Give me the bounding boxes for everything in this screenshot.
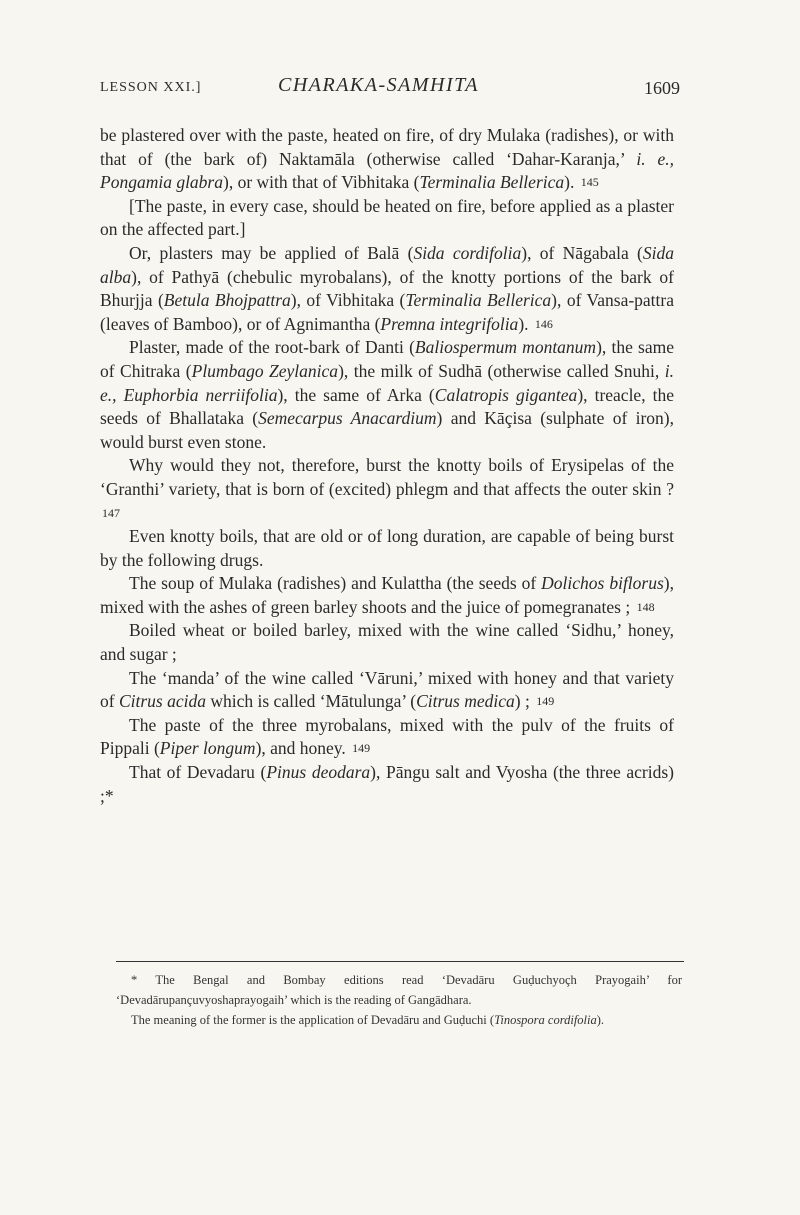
text-run: Why would they not, therefore, burst the knotty boils of Erysipelas of the ‘Granthi’ variety, that is born of (excited) phlegm and that affects the outer skin ? xyxy=(100,455,674,499)
italic-term: Terminalia Bellerica xyxy=(419,172,565,193)
text-run: Even knotty boils, that are old or of long duration, are capable of being burst by the following drugs. xyxy=(100,526,674,570)
italic-term: Piper longum xyxy=(159,738,256,759)
italic-term: Sida alba xyxy=(100,242,674,287)
italic-term: i. e., Pongamia glabra xyxy=(100,148,674,193)
italic-term: Premna integrifolia xyxy=(380,313,519,334)
footnote-divider xyxy=(116,961,684,962)
text-run: ) ; xyxy=(514,691,530,712)
text-run: ), the same of Arka ( xyxy=(277,384,435,405)
paragraph xyxy=(100,242,674,336)
main-text xyxy=(100,124,674,808)
text-run: ) and Kāçisa (sulphate of iron), would burst even stone. xyxy=(100,408,674,452)
verse-number: 145 xyxy=(580,175,599,190)
footnote xyxy=(116,970,682,1030)
text-run: The soup of Mulaka (radishes) and Kulattha (the seeds of xyxy=(129,573,542,594)
italic-term: Baliospermum montanum xyxy=(414,337,597,358)
italic-term: Tinospora cordifolia xyxy=(494,1013,597,1027)
italic-term: Terminalia Bellerica xyxy=(405,290,552,311)
paragraph xyxy=(100,525,674,572)
italic-term: Dolichos biflorus xyxy=(541,573,664,594)
verse-number: 147 xyxy=(102,505,120,520)
text-run: ). xyxy=(518,313,529,334)
italic-term: Citrus medica xyxy=(416,691,515,712)
paragraph xyxy=(100,714,674,761)
italic-term: Betula Bhojpattra xyxy=(163,290,291,311)
text-run: The meaning of the former is the application of Devadāru and Guḍuchi ( xyxy=(131,1013,495,1027)
paragraph xyxy=(100,761,674,808)
text-run: ), the same of Chitraka ( xyxy=(100,337,675,381)
italic-term: Calatropis gigantea xyxy=(434,384,578,405)
verse-number: 149 xyxy=(536,694,555,709)
text-run: ), or with that of Vibhitaka ( xyxy=(223,172,420,193)
text-run: which is called ‘Mātulunga’ ( xyxy=(205,691,417,712)
text-run: ). xyxy=(564,172,575,193)
text-run: Or, plasters may be applied of Balā ( xyxy=(129,242,414,263)
paragraph xyxy=(100,454,674,525)
text-run: * The Bengal and Bombay editions read ‘Devadāru Guḍuchyoçh Prayogaih’ for ‘Devadārupançuvyoshaprayogaih’ which is the reading of Gangādhara. xyxy=(116,973,682,1007)
footnote-paragraph xyxy=(116,1010,682,1030)
page-number: 1609 xyxy=(644,78,680,98)
italic-term: Plumbago Zeylanica xyxy=(191,360,339,381)
italic-term: Sida cordifolia xyxy=(413,242,522,263)
text-run: Plaster, made of the root-bark of Danti ( xyxy=(129,337,415,358)
italic-term: Citrus acida xyxy=(118,691,206,712)
text-run: be plastered over with the paste, heated on fire, of dry Mulaka (radishes), or with that of (the bark of) Naktamāla (otherwise called ‘Dahar-Karanja,’ xyxy=(100,125,674,169)
footnote-paragraph xyxy=(116,970,682,1010)
text-run: That of Devadaru ( xyxy=(129,762,267,783)
text-run: ), of Vansa-pattra (leaves of Bamboo), or of Agnimantha ( xyxy=(100,290,675,334)
paragraph xyxy=(100,572,674,619)
text-run: ), of Nāgabala ( xyxy=(521,242,643,263)
text-run: ), of Vibhitaka ( xyxy=(290,290,406,311)
text-run: [The paste, in every case, should be heated on fire, before applied as a plaster on the affected part.] xyxy=(100,195,674,240)
text-run: ), mixed with the ashes of green barley shoots and the juice of pomegranates ; xyxy=(100,573,674,617)
lesson-label: LESSON XXI.] xyxy=(100,80,202,95)
italic-term: Pinus deodara xyxy=(266,762,371,783)
paragraph xyxy=(100,124,674,195)
text-run: ), Pāngu salt and Vyosha (the three acrids) ;* xyxy=(100,762,674,806)
text-run: The ‘manda’ of the wine called ‘Vāruni,’ mixed with honey and that variety of xyxy=(100,667,674,712)
text-run: ), the milk of Sudhā (otherwise called Snuhi, xyxy=(338,360,665,381)
text-run: ), of Pathyā (chebulic myrobalans), of the knotty portions of the bark of Bhurjja ( xyxy=(100,266,674,311)
italic-term: Semecarpus Anacardium xyxy=(258,408,437,429)
paragraph xyxy=(100,619,674,666)
book-title: CHARAKA-SAMHITA xyxy=(278,74,479,96)
text-run: ), treacle, the seeds of Bhallataka ( xyxy=(100,384,675,429)
paragraph xyxy=(100,667,674,714)
text-run: ), and honey. xyxy=(255,738,346,759)
italic-term: i. e., Euphorbia nerriifolia xyxy=(100,360,674,405)
running-header xyxy=(100,72,680,102)
paragraph xyxy=(100,195,674,242)
paragraph xyxy=(100,336,674,454)
text-run: ). xyxy=(596,1013,605,1027)
verse-number: 149 xyxy=(352,741,371,756)
verse-number: 148 xyxy=(636,599,655,614)
text-run: Boiled wheat or boiled barley, mixed with the wine called ‘Sidhu,’ honey, and sugar ; xyxy=(100,620,674,665)
verse-number: 146 xyxy=(534,316,553,331)
text-run: The paste of the three myrobalans, mixed with the pulv of the fruits of Pippali ( xyxy=(100,714,674,759)
